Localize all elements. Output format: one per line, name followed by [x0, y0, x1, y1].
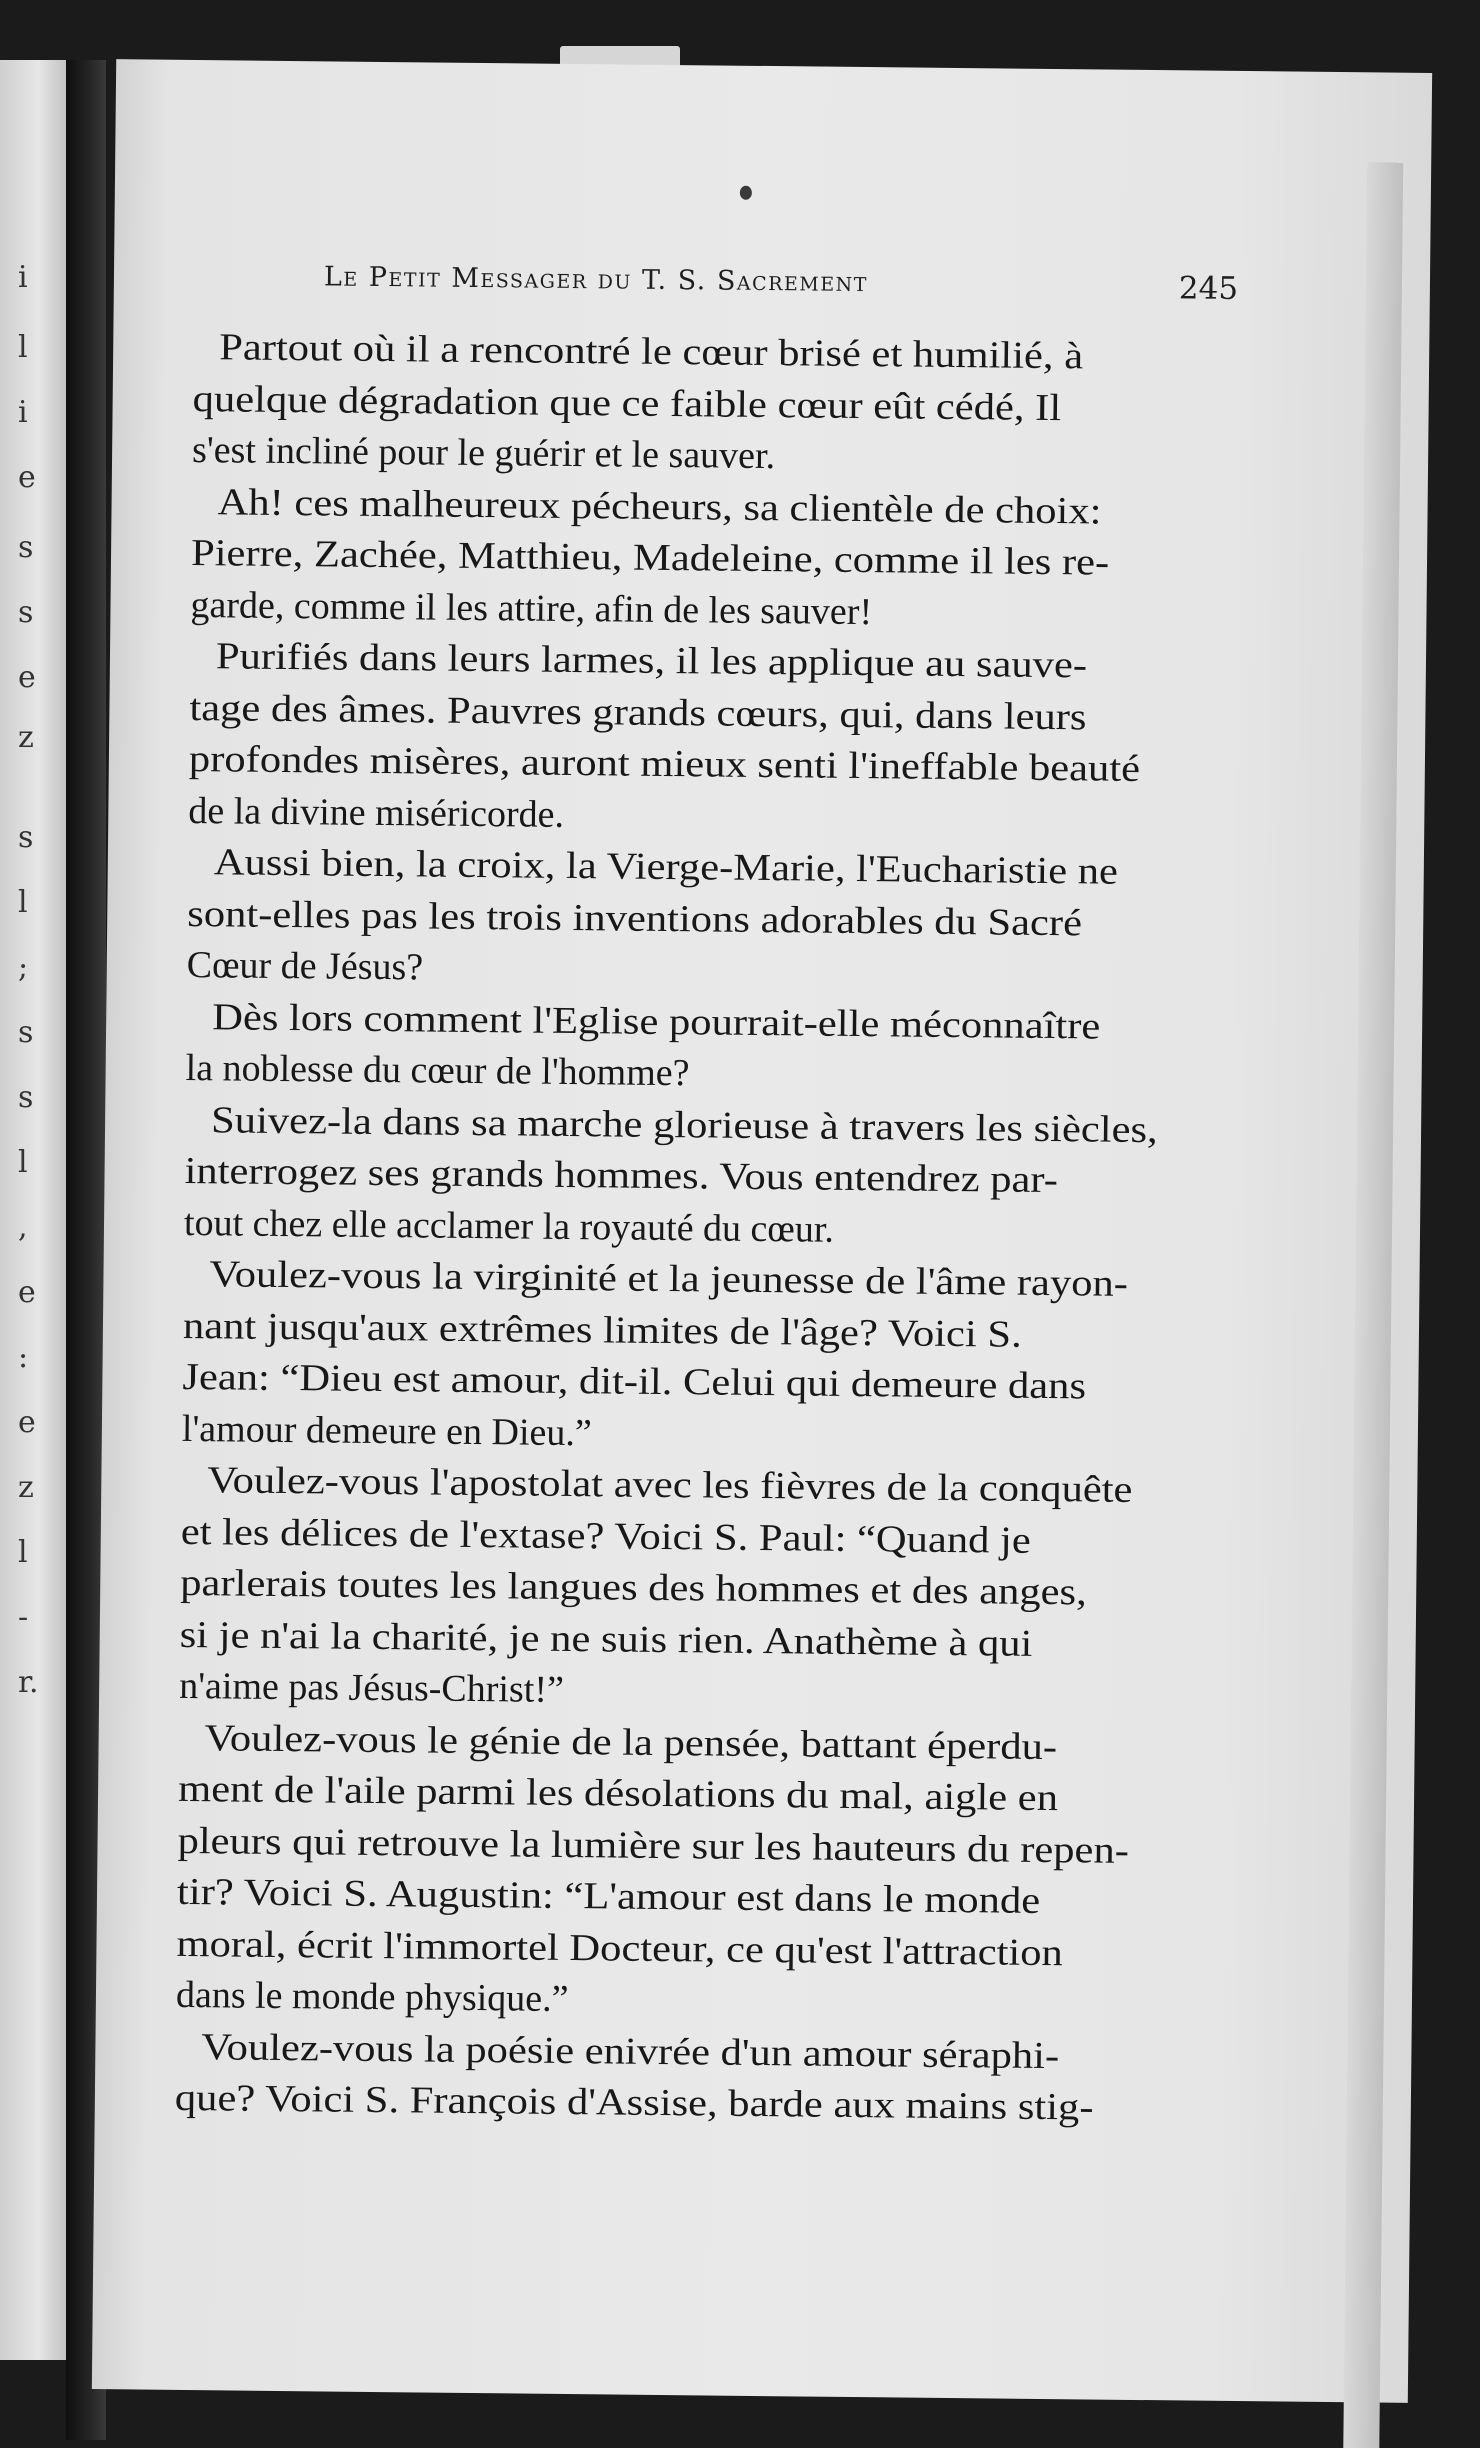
facing-page-fragment: s [18, 1015, 34, 1050]
text-line: tage des âmes. Pauvres grands cœurs, qui, dans leurs [189, 686, 1087, 738]
text-line: garde, comme il les attire, afin de les sauver! [190, 583, 873, 633]
text-line: la noblesse du cœur de l'homme? [185, 1046, 690, 1095]
text-line: pleurs qui retrouve la lumière sur les hauteurs du repen- [177, 1819, 1130, 1872]
text-line: Voulez-vous le génie de la pensée, battant éperdu- [204, 1716, 1058, 1768]
text-line: interrogez ses grands hommes. Vous entendrez par- [184, 1149, 1059, 1202]
facing-page-edge [0, 60, 70, 2360]
text-line: Partout où il a rencontré le cœur brisé et humilié, à [219, 326, 1084, 378]
text-line: Purifiés dans leurs larmes, il les applique au sauve- [215, 635, 1088, 687]
facing-page-fragment: i [18, 260, 28, 295]
facing-page-fragment: e [18, 660, 36, 695]
text-line: tout chez elle acclamer la royauté du cœur. [183, 1201, 835, 1251]
body-text [113, 326, 1429, 2129]
facing-page-fragment: - [18, 1600, 29, 1635]
facing-page-fragment: e [18, 1405, 36, 1440]
text-line: n'aime pas Jésus-Christ!” [178, 1664, 565, 1711]
text-line: ment de l'aile parmi les désolations du mal, aigle en [177, 1767, 1059, 1820]
text-line: Cœur de Jésus? [186, 943, 424, 989]
facing-page-fragment: l [18, 330, 28, 365]
text-line: profondes misères, auront mieux senti l'ineffable beauté [188, 737, 1141, 790]
text-line: Voulez-vous la poésie enivrée d'un amour séraphi- [201, 2025, 1060, 2077]
facing-page-fragment: s [18, 820, 34, 855]
text-line: si je n'ai la charité, je ne suis rien. Anathème à qui [179, 1613, 1033, 1665]
text-line: Ah! ces malheureux pécheurs, sa clientèle de choix: [217, 480, 1102, 533]
text-line: et les délices de l'extase? Voici S. Paul: “Quand je [180, 1510, 1031, 1562]
text-line: Dès lors comment l'Eglise pourrait-elle méconnaître [211, 995, 1101, 1048]
text-line: s'est incliné pour le guérir et le sauver. [191, 428, 776, 478]
facing-page-fragment: z [18, 1470, 34, 1505]
facing-page-fragment: l [18, 1145, 28, 1180]
text-line: Jean: “Dieu est amour, dit-il. Celui qui demeure dans [182, 1355, 1087, 1408]
page-fore-edge [1343, 162, 1403, 2448]
text-line: moral, écrit l'immortel Docteur, ce qu'est l'attraction [176, 1922, 1064, 1974]
facing-page-fragment: e [18, 1275, 36, 1310]
facing-page-fragment: l [18, 1535, 28, 1570]
text-line: Voulez-vous la virginité et la jeunesse de l'âme rayon- [209, 1253, 1129, 1305]
text-line: sont-elles pas les trois inventions adorables du Sacré [187, 892, 1083, 944]
text-line: Voulez-vous l'apostolat avec les fièvres de la conquête [207, 1459, 1133, 1511]
facing-page-fragment: l [18, 885, 28, 920]
facing-page-fragment: e [18, 460, 36, 495]
text-line: Pierre, Zachée, Matthieu, Madeleine, comme il les re- [190, 531, 1110, 584]
facing-page-fragment: , [18, 1210, 28, 1245]
facing-page-fragment: z [18, 720, 34, 755]
text-line: Suivez-la dans sa marche glorieuse à travers les siècles, [210, 1098, 1158, 1151]
facing-page-fragment: : [18, 1340, 29, 1375]
text-line: dans le monde physique.” [175, 1973, 569, 2021]
text-line: Aussi bien, la croix, la Vierge-Marie, l'Eucharistie ne [213, 841, 1119, 893]
book-page [92, 59, 1432, 2403]
page-number: 245 [1178, 270, 1239, 307]
facing-page-fragment: r. [18, 1665, 39, 1700]
ink-spot [740, 186, 752, 200]
facing-page-fragment: s [18, 1080, 34, 1115]
text-line: l'amour demeure en Dieu.” [181, 1407, 593, 1454]
text-line: parlerais toutes les langues des hommes et des anges, [180, 1561, 1087, 1614]
running-title: Le Petit Messager du T. S. Sacrement [323, 261, 869, 299]
facing-page-fragment: i [18, 395, 28, 430]
facing-page-fragment: ; [18, 950, 29, 985]
text-line: que? Voici S. François d'Assise, barde aux mains stig- [174, 2076, 1094, 2129]
facing-page-fragment: s [18, 530, 34, 565]
facing-page-fragment: s [18, 595, 34, 630]
text-line: quelque dégradation que ce faible cœur eût cédé, Il [192, 377, 1062, 429]
text-line: nant jusqu'aux extrêmes limites de l'âge? Voici S. [182, 1304, 1022, 1356]
text-line: de la divine miséricorde. [188, 789, 565, 836]
text-line: tir? Voici S. Augustin: “L'amour est dans le monde [176, 1870, 1041, 1922]
